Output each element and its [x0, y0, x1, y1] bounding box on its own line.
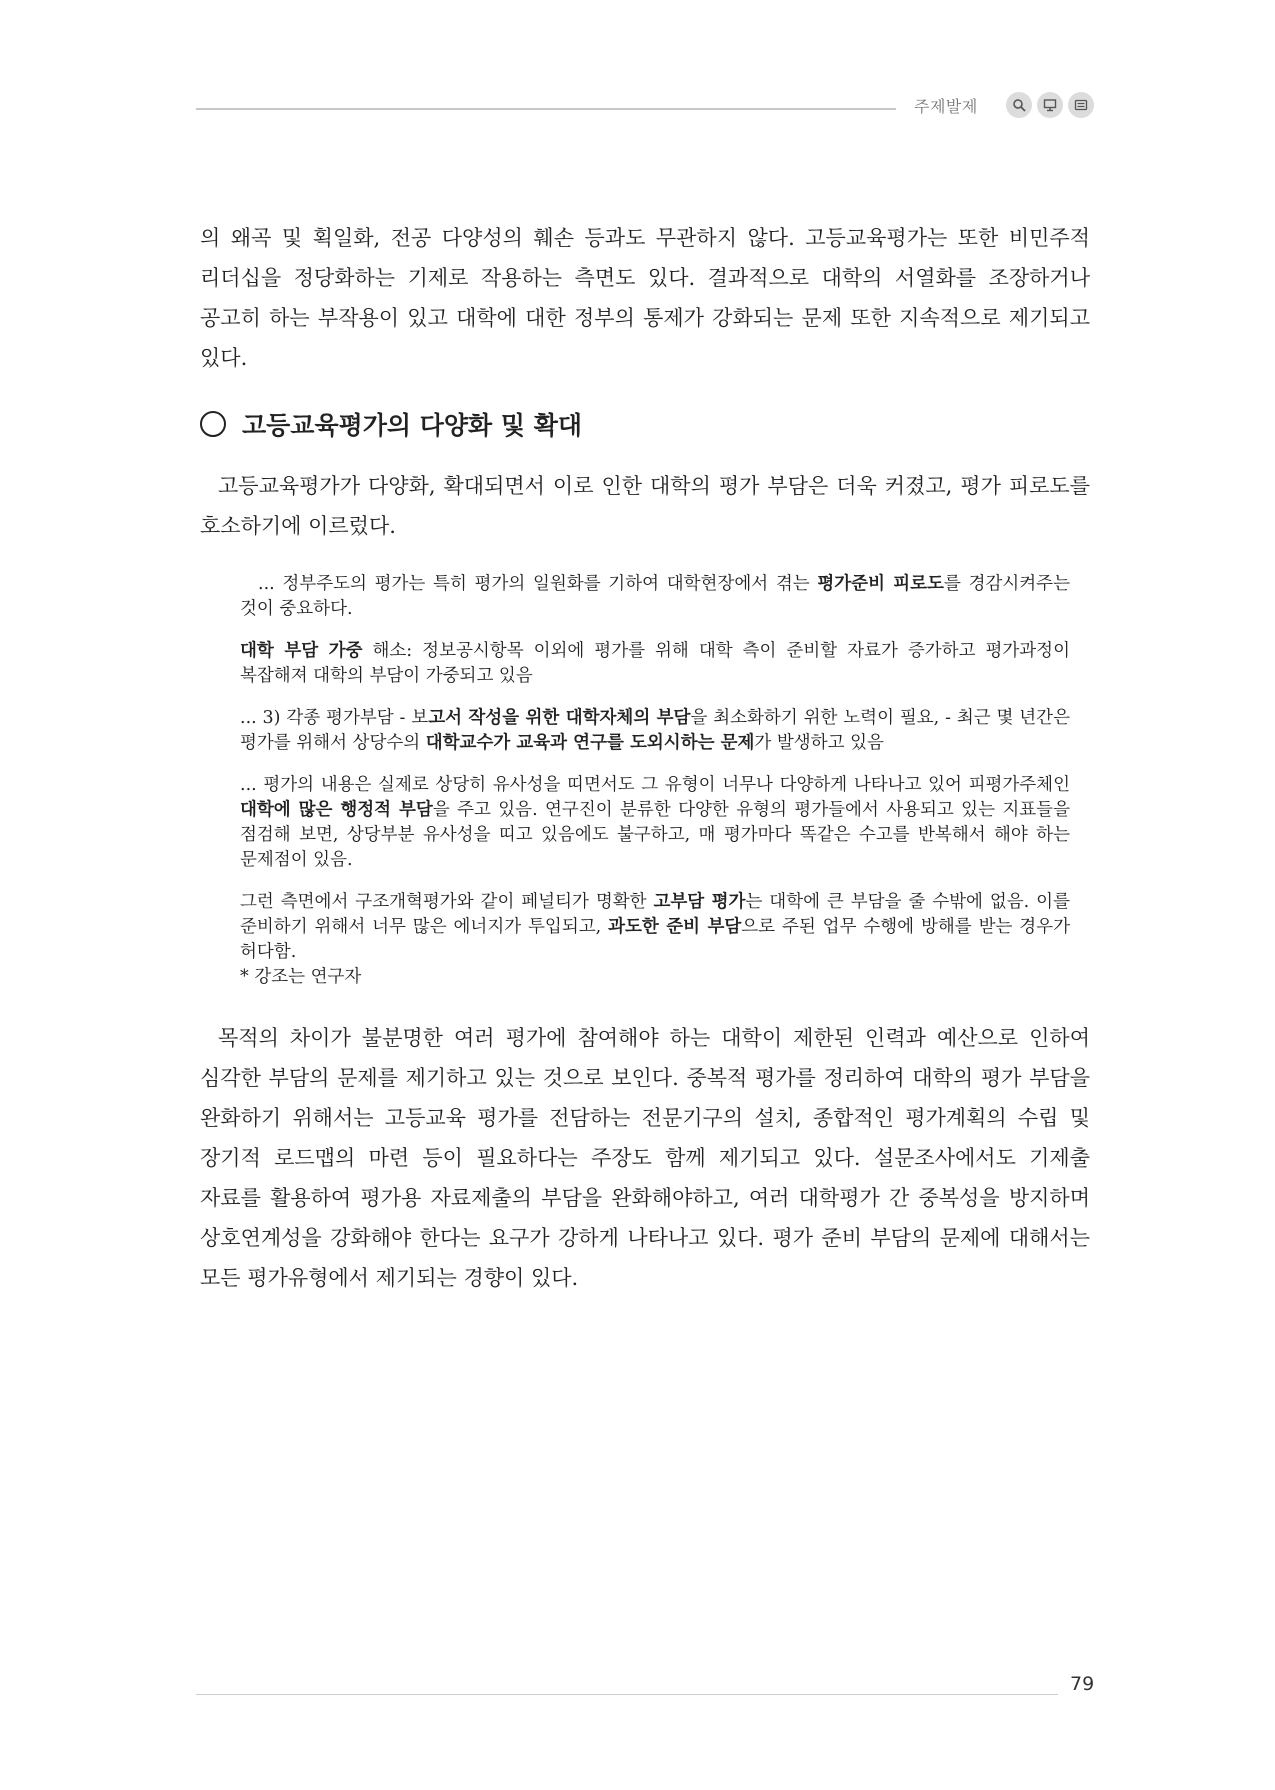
quote-paragraph-3: ... 3) 각종 평가부담 - 보고서 작성을 위한 대학자체의 부담을 최소화하기 위한 노력이 필요, - 최근 몇 년간은 평가를 위해서 상당수의 대학교수가 교육과 연구를 도외시하는 문제가 발생하고 있음	[240, 708, 1070, 753]
monitor-icon	[1037, 92, 1063, 118]
circle-bullet-icon	[200, 411, 226, 437]
body-paragraph-1: 의 왜곡 및 획일화, 전공 다양성의 훼손 등과도 무관하지 않다. 고등교육평가는 또한 비민주적 리더십을 정당화하는 기제로 작용하는 측면도 있다. 결과적으로 대학의 서열화를 조장하거나 공고히 하는 부작용이 있고 대학에 대한 정부의 통제가 강화되는 문제 또한 지속적으로 제기되고 있다.	[200, 226, 1090, 370]
quote-paragraph-2: 대학 부담 가중 해소: 정보공시항목 이외에 평가를 위해 대학 측이 준비할 자료가 증가하고 평가과정이 복잡해져 대학의 부담이 가중되고 있음	[240, 641, 1070, 686]
emphasis-text: 과도한 준비 부담	[608, 917, 742, 937]
quote-paragraph-4: ... 평가의 내용은 실제로 상당히 유사성을 띠면서도 그 유형이 너무나 다양하게 나타나고 있어 피평가주체인 대학에 많은 행정적 부담을 주고 있음. 연구진이 분류한 다양한 유형의 평가들에서 사용되고 있는 지표들을 점검해 보면, 상당부분 유사성을 띠고 있음에도 불구하고, 매 평가마다 똑같은 수고를 반복해서 해야 하는 문제점이 있음.	[240, 775, 1070, 870]
header-rule	[196, 108, 896, 110]
emphasis-text: 대학 부담 가중	[240, 641, 363, 661]
emphasis-text: 고부담 평가	[653, 892, 746, 912]
quote-note: * 강조는 연구자	[240, 967, 362, 987]
quote-paragraph-1: ... 정부주도의 평가는 특히 평가의 일원화를 기하여 대학현장에서 겪는 평가준비 피로도를 경감시켜주는 것이 중요하다.	[240, 574, 1070, 619]
header-icon-group	[1006, 92, 1094, 118]
quote-paragraph-5: 그런 측면에서 구조개혁평가와 같이 페널티가 명확한 고부담 평가는 대학에 큰 부담을 줄 수밖에 없음. 이를 준비하기 위해서 너무 많은 에너지가 투입되고, 과도한 준비 부담으로 주된 업무 수행에 방해를 받는 경우가 허다함.	[240, 892, 1070, 962]
footer-rule	[196, 1694, 1058, 1695]
section-heading-text: 고등교육평가의 다양화 및 확대	[242, 411, 583, 440]
page-body	[200, 218, 1090, 1298]
list-icon	[1068, 92, 1094, 118]
search-icon	[1006, 92, 1032, 118]
emphasis-text: 고서 작성을 위한 대학자체의 부담	[428, 708, 691, 728]
page-header	[196, 92, 1096, 122]
header-label: 주제발제	[914, 97, 978, 116]
body-paragraph-3: 목적의 차이가 불분명한 여러 평가에 참여해야 하는 대학이 제한된 인력과 예산으로 인하여 심각한 부담의 문제를 제기하고 있는 것으로 보인다. 중복적 평가를 정리하여 대학의 평가 부담을 완화하기 위해서는 고등교육 평가를 전담하는 전문기구의 설치, 종합적인 평가계획의 수립 및 장기적 로드맵의 마련 등이 필요하다는 주장도 함께 제기되고 있다. 설문조사에서도 기제출 자료를 활용하여 평가용 자료제출의 부담을 완화해야하고, 여러 대학평가 간 중복성을 방지하며 상호연계성을 강화해야 한다는 요구가 강하게 나타나고 있다. 평가 준비 부담의 문제에 대해서는 모든 평가유형에서 제기되는 경향이 있다.	[200, 1026, 1090, 1290]
body-paragraph-2: 고등교육평가가 다양화, 확대되면서 이로 인한 대학의 평가 부담은 더욱 커졌고, 평가 피로도를 호소하기에 이르렀다.	[200, 474, 1090, 538]
emphasis-text: 평가준비 피로도	[817, 574, 944, 594]
quote-block	[240, 572, 1070, 990]
section-heading	[200, 406, 1090, 442]
emphasis-text: 대학에 많은 행정적 부담	[240, 800, 433, 820]
emphasis-text: 대학교수가 교육과 연구를 도외시하는 문제	[425, 733, 755, 753]
page-number: 79	[1070, 1673, 1095, 1695]
